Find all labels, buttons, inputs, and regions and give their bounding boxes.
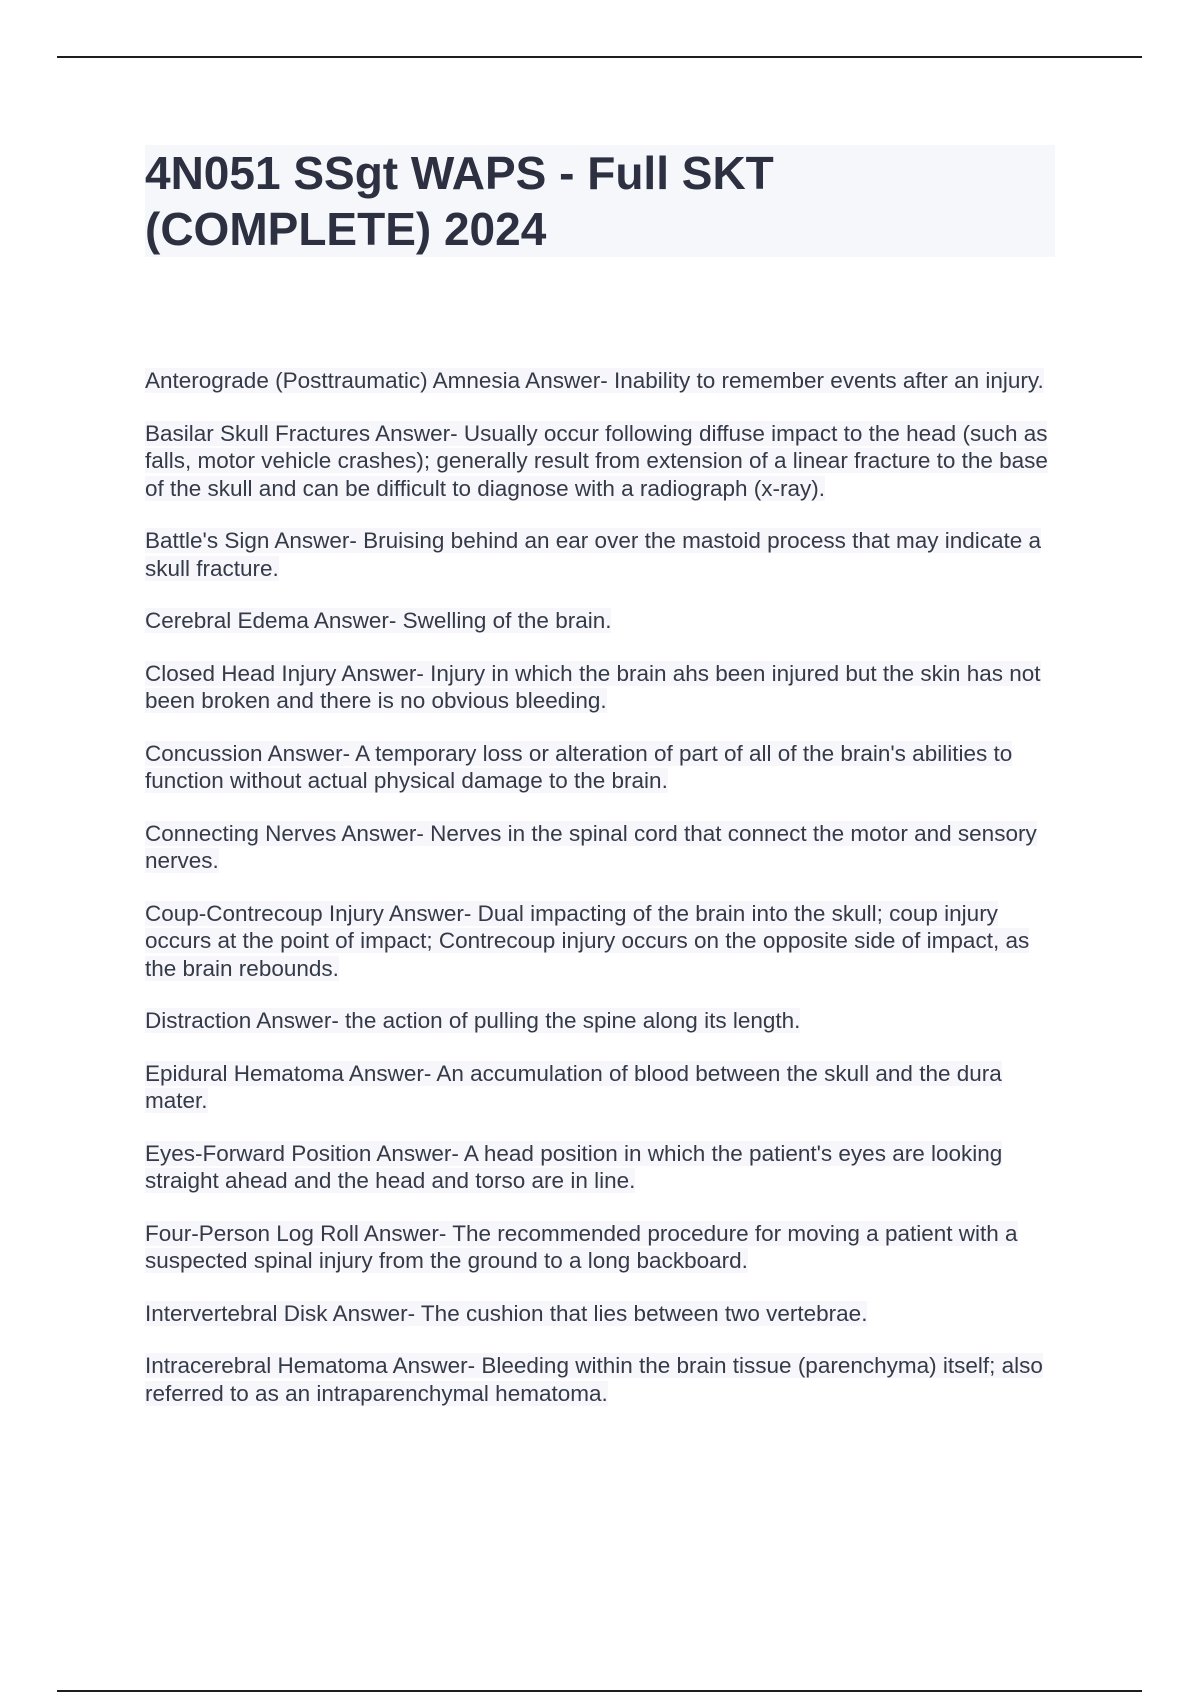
qa-entry [145, 900, 1065, 983]
qa-entry-text: Connecting Nerves Answer- Nerves in the spinal cord that connect the motor and sensory nerves. [145, 820, 1037, 873]
qa-entry-text: Concussion Answer- A temporary loss or alteration of part of all of the brain's abilities to function without actual physical damage to the brain. [145, 740, 1013, 793]
bottom-divider [57, 1690, 1142, 1692]
qa-entry [145, 527, 1065, 582]
qa-entry [145, 1220, 1065, 1275]
qa-entry-text: Coup-Contrecoup Injury Answer- Dual impacting of the brain into the skull; coup injury occurs at the point of impact; Contrecoup injury occurs on the opposite side of impact, as the brain rebounds. [145, 900, 1030, 981]
document-title: 4N051 SSgt WAPS - Full SKT (COMPLETE) 2024 [145, 147, 774, 255]
qa-entry-text: Cerebral Edema Answer- Swelling of the brain. [145, 608, 612, 633]
qa-entry [145, 660, 1065, 715]
qa-entry-text: Basilar Skull Fractures Answer- Usually occur following diffuse impact to the head (such as falls, motor vehicle crashes); generally result from extension of a linear fracture to the base of the skull and can be difficult to diagnose with a radiograph (x-ray). [145, 420, 1048, 501]
qa-entry [145, 420, 1065, 503]
qa-entry [145, 1140, 1065, 1195]
qa-entry [145, 607, 1065, 635]
qa-entry-text: Closed Head Injury Answer- Injury in which the brain ahs been injured but the skin has not been broken and there is no obvious bleeding. [145, 660, 1041, 713]
qa-entry [145, 1352, 1065, 1407]
qa-entry [145, 1007, 1065, 1035]
title-block [145, 145, 1055, 257]
qa-entry-text: Battle's Sign Answer- Bruising behind an ear over the mastoid process that may indicate a skull fracture. [145, 528, 1042, 581]
qa-entry [145, 740, 1065, 795]
qa-entry [145, 367, 1065, 395]
qa-entry-text: Intervertebral Disk Answer- The cushion that lies between two vertebrae. [145, 1300, 868, 1326]
qa-entry [145, 820, 1065, 875]
qa-entry [145, 1300, 1065, 1328]
top-divider [57, 56, 1142, 58]
qa-entry-text: Anterograde (Posttraumatic) Amnesia Answer- Inability to remember events after an injury. [145, 368, 1044, 393]
qa-entry-text: Intracerebral Hematoma Answer- Bleeding within the brain tissue (parenchyma) itself; also referred to as an intraparenchymal hematoma. [145, 1353, 1043, 1406]
qa-entry-text: Four-Person Log Roll Answer- The recommended procedure for moving a patient with a suspected spinal injury from the ground to a long backboard. [145, 1220, 1018, 1273]
qa-entry-text: Eyes-Forward Position Answer- A head position in which the patient's eyes are looking straight ahead and the head and torso are in line. [145, 1140, 1003, 1193]
qa-entry [145, 1060, 1065, 1115]
qa-entry-text: Epidural Hematoma Answer- An accumulation of blood between the skull and the dura mater. [145, 1060, 1002, 1113]
qa-list [145, 367, 1065, 1432]
qa-entry-text: Distraction Answer- the action of pulling the spine along its length. [145, 1008, 801, 1033]
